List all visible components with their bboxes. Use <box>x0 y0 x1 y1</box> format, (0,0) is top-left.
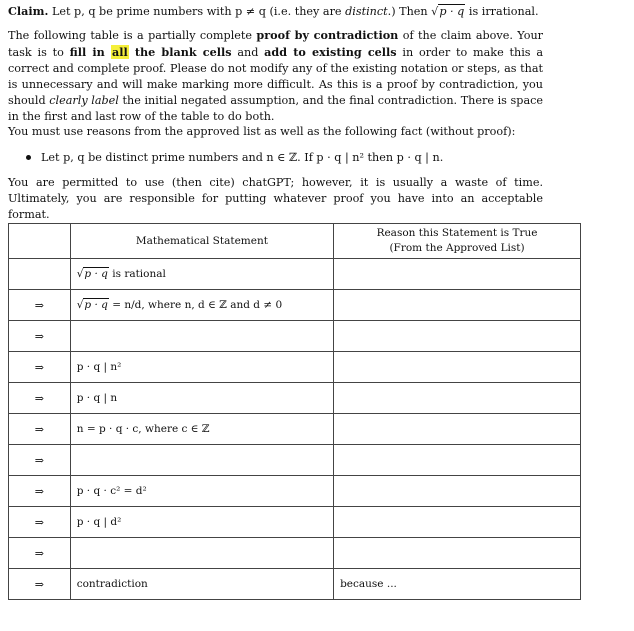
statement-text: contradiction <box>76 578 148 590</box>
header-statement <box>70 224 333 259</box>
reason-cell[interactable] <box>334 414 581 445</box>
implies-arrow-cell <box>9 569 71 600</box>
table-row <box>9 507 581 538</box>
sqrt-icon: √ <box>76 268 84 280</box>
reason-cell[interactable] <box>334 352 581 383</box>
statement-text: p · q · c² = d² <box>76 485 147 497</box>
table-header-row <box>9 224 581 259</box>
implies-arrow-cell <box>9 383 71 414</box>
table-row <box>9 476 581 507</box>
instructions-paragraph <box>8 27 543 125</box>
table-row <box>9 569 581 600</box>
table-row <box>9 445 581 476</box>
highlighted-word-all: all <box>111 45 128 59</box>
reason-cell[interactable] <box>334 538 581 569</box>
statement-sqrt-expression: p · q <box>84 299 108 311</box>
statement-cell[interactable] <box>70 290 333 321</box>
bullet-icon <box>26 155 31 160</box>
statement-cell[interactable] <box>70 507 333 538</box>
intro-italic-clearly-label: clearly label <box>49 94 119 107</box>
reason-cell[interactable] <box>334 259 581 290</box>
header-reason-line2: (From the Approved List) <box>389 242 525 254</box>
intro-bold-proof-by-contradiction: proof by contradiction <box>256 28 399 42</box>
intro-text-2: of the claim above. Your task is to <box>8 29 543 59</box>
implies-arrow-icon: ⇒ <box>34 546 44 560</box>
table-row <box>9 538 581 569</box>
approved-list-note: You must use reasons from the approved list as well as the following fact (without proof): <box>8 125 516 138</box>
statement-sqrt-expression: p · q <box>84 268 108 280</box>
statement-text: n = p · q · c, where c ∈ ℤ <box>76 423 210 435</box>
implies-arrow-cell <box>9 538 71 569</box>
statement-text: p · q | n <box>76 392 118 404</box>
fact-text: Let p, q be distinct prime numbers and n ∈ ℤ. If p · q | n² then p · q | n. <box>41 151 444 164</box>
statement-cell[interactable] <box>70 259 333 290</box>
intro-bold-fill-in: fill in <box>69 45 111 59</box>
claim-sqrt-expression: p · q <box>439 5 465 18</box>
implies-arrow-cell <box>9 476 71 507</box>
statement-cell[interactable] <box>70 445 333 476</box>
implies-arrow-icon: ⇒ <box>34 298 44 312</box>
header-arrow-cell <box>9 224 71 259</box>
implies-arrow-icon: ⇒ <box>34 453 44 467</box>
statement-cell[interactable] <box>70 414 333 445</box>
reason-cell[interactable] <box>334 569 581 600</box>
intro-bold-blank-cells: the blank cells <box>128 45 232 59</box>
implies-arrow-icon: ⇒ <box>34 391 44 405</box>
implies-arrow-cell <box>9 445 71 476</box>
intro-text-5: the initial negated assumption, and the final contradiction. There is space in the first and last row of the table to do both. <box>8 94 544 123</box>
table-row <box>9 383 581 414</box>
claim-label: Claim. <box>8 4 49 18</box>
intro-text-3: and <box>231 46 265 59</box>
claim-paragraph: Claim. Let p, q be prime numbers with p ≠ q (i.e. they are distinct.) Then √p · q is irrational. <box>8 4 539 18</box>
fact-bullet <box>26 150 626 166</box>
statement-text: p · q | d² <box>76 516 122 528</box>
reason-cell[interactable] <box>334 383 581 414</box>
table-row <box>9 290 581 321</box>
implies-arrow-icon: ⇒ <box>34 515 44 529</box>
header-reason-line1: Reason this Statement is True <box>376 227 538 239</box>
claim-text-b: .) Then <box>387 5 432 18</box>
statement-text: p · q | n² <box>76 361 122 373</box>
claim-text-a: Let p, q be prime numbers with p ≠ q (i.e. they are <box>51 5 346 18</box>
reason-cell[interactable] <box>334 290 581 321</box>
implies-arrow-icon: ⇒ <box>34 360 44 374</box>
implies-arrow-icon: ⇒ <box>34 577 44 591</box>
table-row <box>9 414 581 445</box>
implies-arrow-icon: ⇒ <box>34 484 44 498</box>
reason-cell[interactable] <box>334 321 581 352</box>
implies-arrow-icon: ⇒ <box>34 329 44 343</box>
statement-cell[interactable] <box>70 383 333 414</box>
implies-arrow-cell <box>9 507 71 538</box>
intro-text-4: in order to make this a correct and complete proof. Please do not modify any of the existing notation or steps, as that is unnecessary and will make marking more difficult. As this is a proof by contradiction, you should <box>8 46 544 107</box>
intro-bold-add-to-existing: add to existing cells <box>264 45 397 59</box>
statement-text: = n/d, where n, d ∈ ℤ and d ≠ 0 <box>108 299 283 311</box>
statement-cell[interactable] <box>70 538 333 569</box>
reason-cell[interactable] <box>334 476 581 507</box>
proof-table <box>8 223 581 600</box>
sqrt-icon: √ <box>76 299 84 311</box>
reason-cell[interactable] <box>334 445 581 476</box>
permitted-paragraph: You are permitted to use (then cite) chatGPT; however, it is usually a waste of time. Ultimately, you are responsible for putting whatever proof you have into an acceptable format. <box>8 176 543 221</box>
reason-cell[interactable] <box>334 507 581 538</box>
header-statement-label: Mathematical Statement <box>135 234 268 247</box>
implies-arrow-cell <box>9 352 71 383</box>
statement-cell[interactable] <box>70 569 333 600</box>
claim-distinct: distinct <box>345 5 388 18</box>
statement-cell[interactable] <box>70 476 333 507</box>
header-reason <box>334 224 581 259</box>
reason-text: because ... <box>340 578 397 590</box>
implies-arrow-icon: ⇒ <box>34 422 44 436</box>
implies-arrow-cell <box>9 321 71 352</box>
claim-text-c: is irrational. <box>465 5 539 18</box>
table-row <box>9 321 581 352</box>
statement-text: is rational <box>108 268 166 280</box>
implies-arrow-cell <box>9 259 71 290</box>
statement-cell[interactable] <box>70 321 333 352</box>
table-row <box>9 259 581 290</box>
implies-arrow-cell <box>9 290 71 321</box>
implies-arrow-cell <box>9 414 71 445</box>
statement-cell[interactable] <box>70 352 333 383</box>
intro-text-1: The following table is a partially complete <box>8 29 257 42</box>
table-row <box>9 352 581 383</box>
